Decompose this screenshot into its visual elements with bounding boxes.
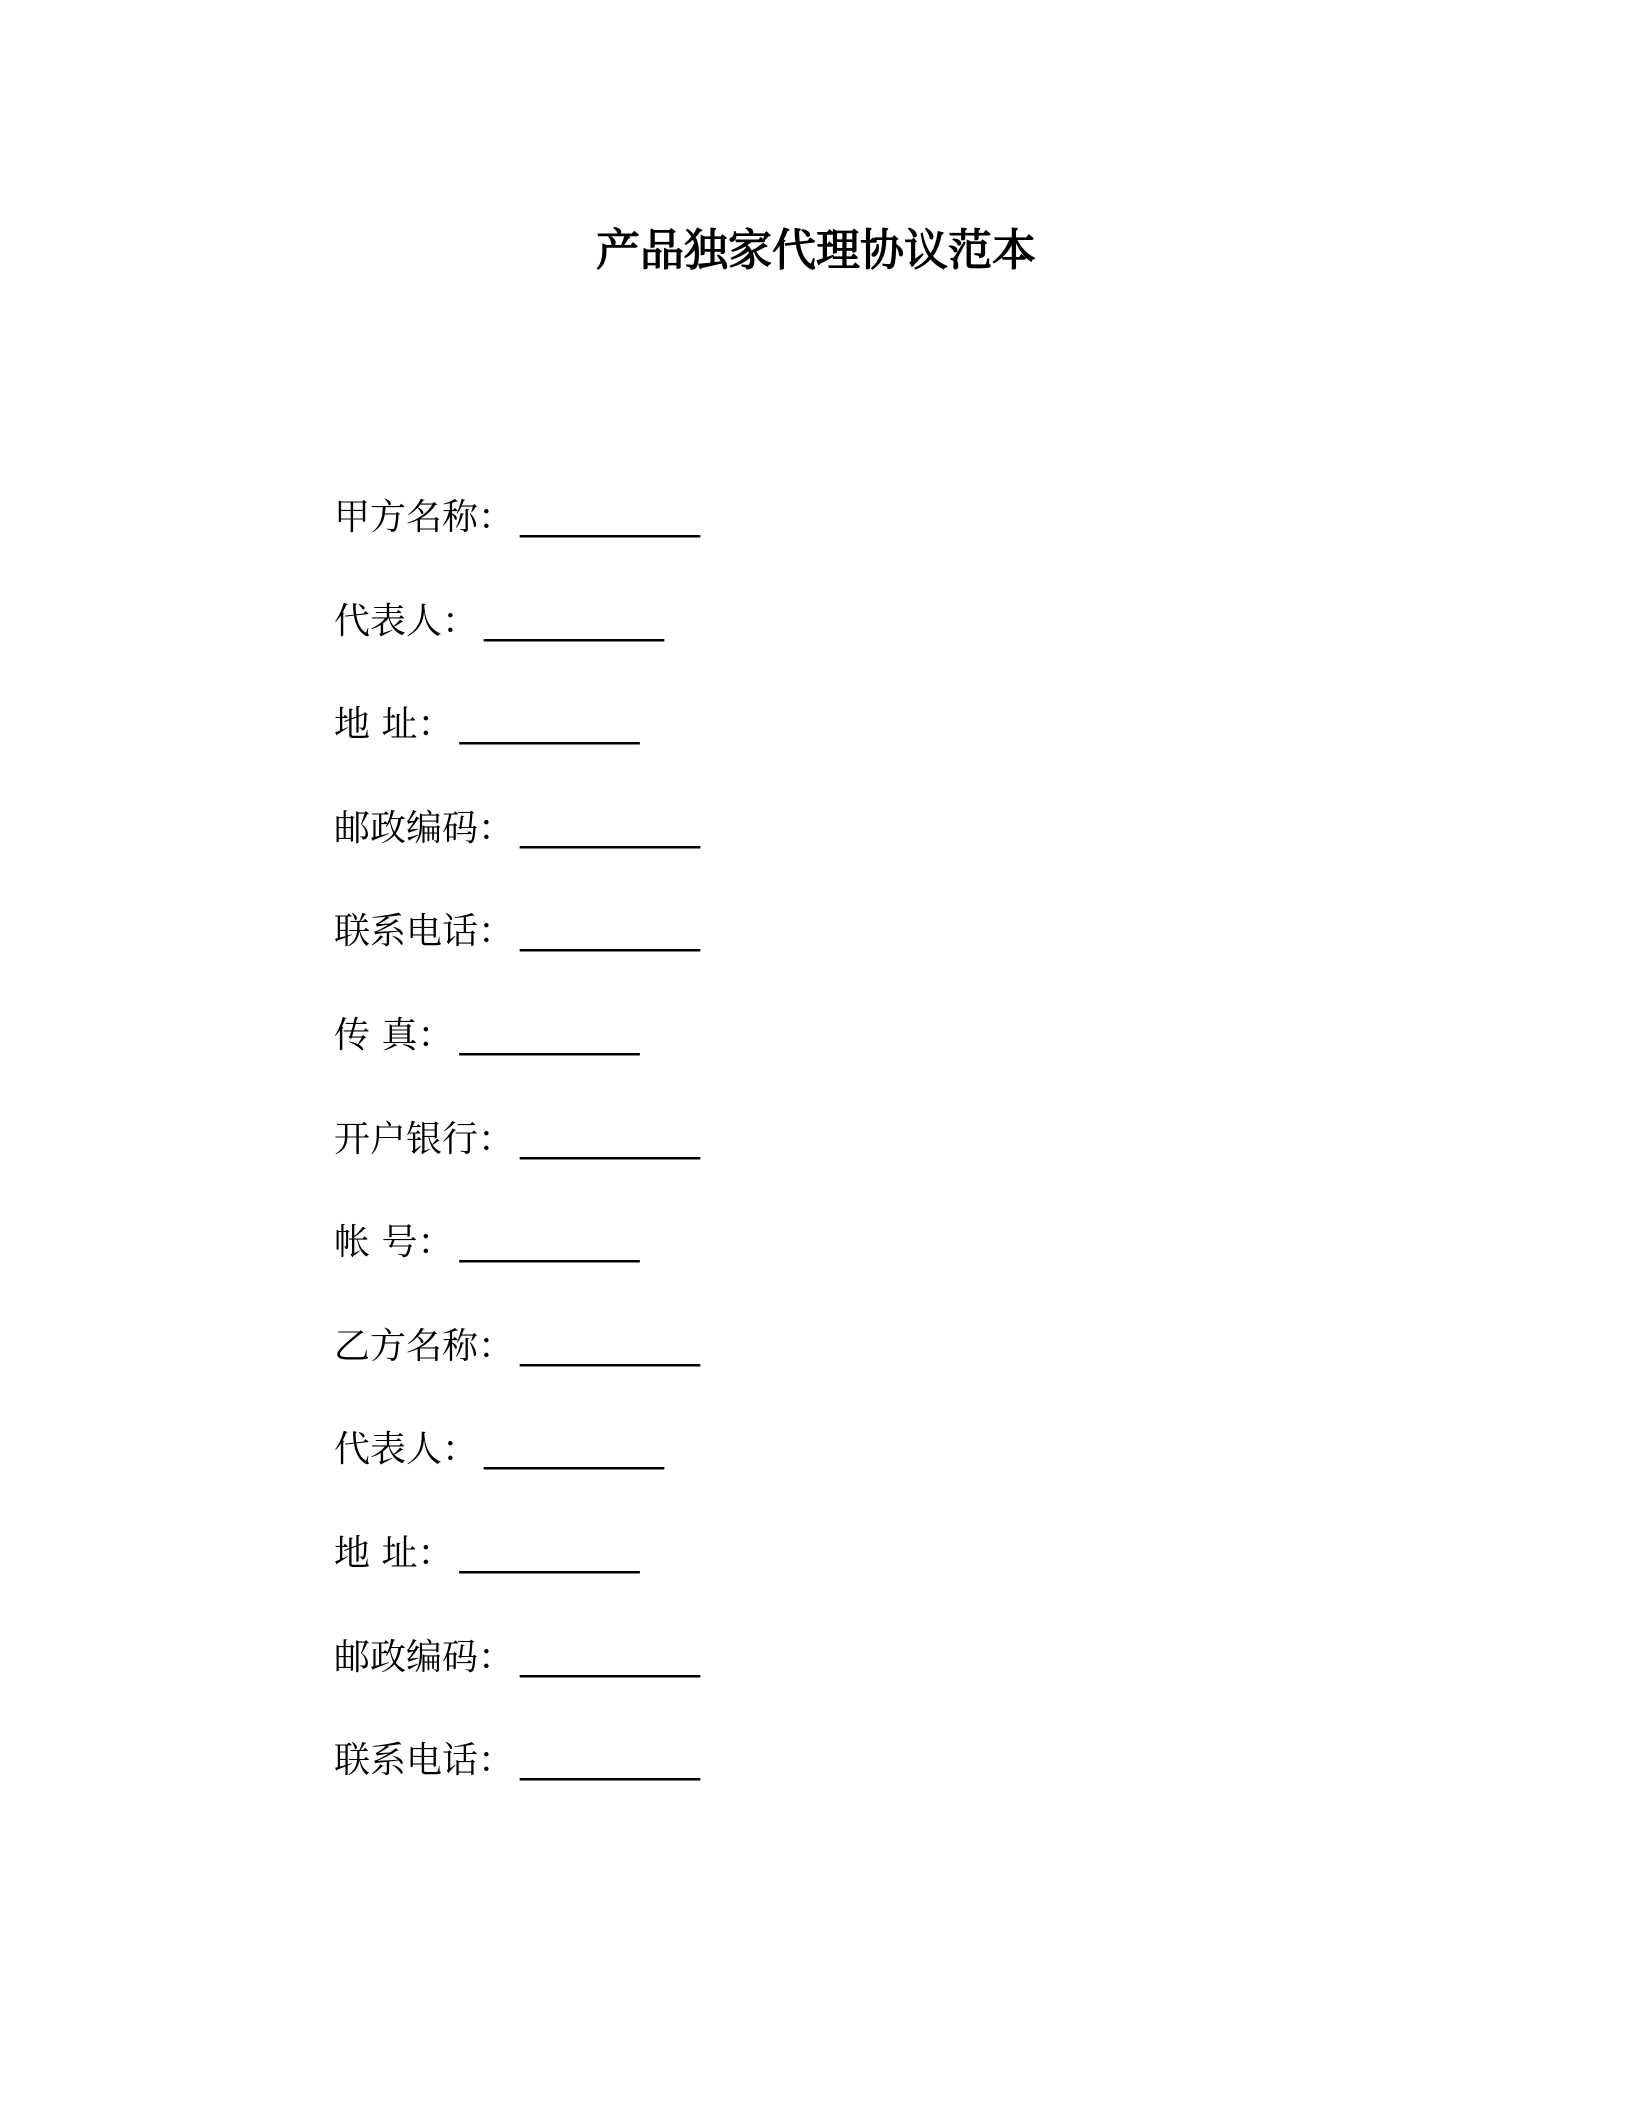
field-label: 甲方名称： (334, 497, 515, 538)
field-label: 邮政编码： (334, 807, 515, 849)
fill-in-blank: __________ (484, 1429, 665, 1471)
field-label: 帐 号： (334, 1222, 454, 1264)
field-party-a-phone (334, 904, 1334, 1008)
fill-in-blank: __________ (520, 1636, 701, 1678)
field-party-a-name (334, 490, 1334, 594)
field-party-a-fax (334, 1008, 1334, 1112)
document-title: 产品独家代理协议范本 (596, 225, 1036, 276)
field-party-a-address (334, 697, 1334, 801)
field-label: 地 址： (334, 704, 454, 746)
fill-in-blank: __________ (459, 1014, 640, 1056)
field-party-b-phone (334, 1733, 1334, 1837)
field-label: 邮政编码： (334, 1636, 515, 1678)
field-label: 地 址： (334, 1532, 454, 1574)
party-info-fields (334, 490, 1334, 1837)
fill-in-blank: __________ (520, 1118, 701, 1160)
field-label: 代表人： (334, 600, 479, 642)
fill-in-blank: __________ (459, 1532, 640, 1574)
fill-in-blank: __________ (520, 1325, 701, 1367)
field-label: 传 真： (334, 1014, 454, 1056)
fill-in-blank: __________ (520, 497, 701, 538)
field-label: 代表人： (334, 1429, 479, 1471)
field-party-a-bank (334, 1112, 1334, 1216)
fill-in-blank: __________ (459, 704, 640, 746)
field-party-b-postcode (334, 1630, 1334, 1734)
field-party-a-account (334, 1215, 1334, 1319)
field-label: 乙方名称： (334, 1325, 515, 1367)
field-label: 联系电话： (334, 1740, 515, 1782)
field-label: 联系电话： (334, 911, 515, 953)
field-label: 开户银行： (334, 1118, 515, 1160)
fill-in-blank: __________ (520, 807, 701, 849)
field-party-b-name (334, 1319, 1334, 1423)
fill-in-blank: __________ (520, 911, 701, 953)
field-party-a-representative (334, 594, 1334, 698)
field-party-a-postcode (334, 801, 1334, 905)
fill-in-blank: __________ (520, 1740, 701, 1782)
field-party-b-address (334, 1526, 1334, 1630)
fill-in-blank: __________ (459, 1222, 640, 1264)
field-party-b-representative (334, 1422, 1334, 1526)
fill-in-blank: __________ (484, 600, 665, 642)
